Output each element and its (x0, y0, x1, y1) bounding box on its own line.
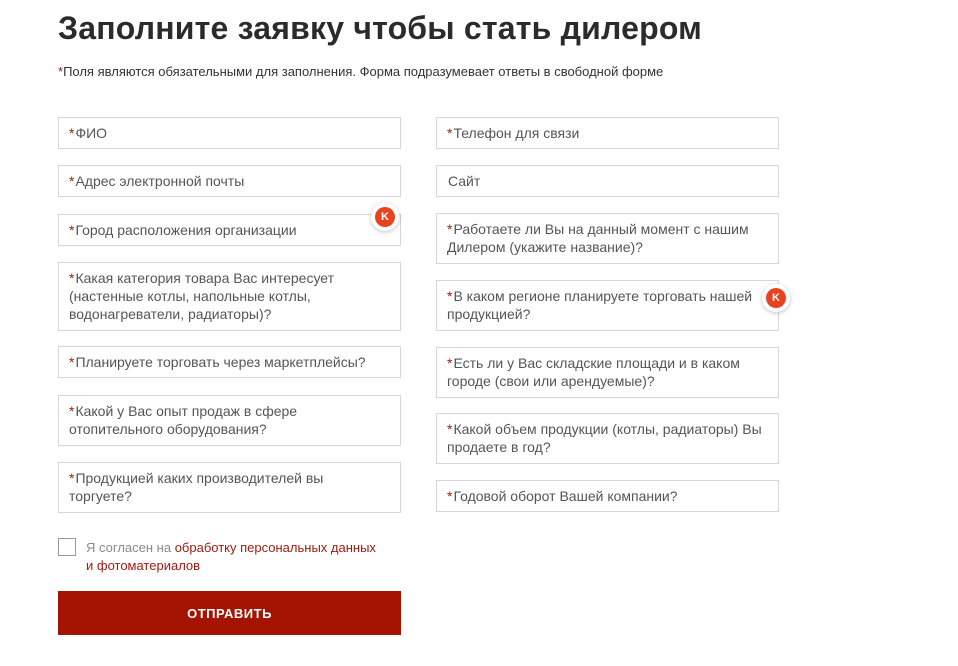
city-field[interactable]: *Город расположения организации (58, 214, 401, 246)
website-field[interactable] (436, 165, 779, 197)
field-placeholder: Планируете торговать через маркетплейсы? (75, 354, 366, 370)
field-placeholder: Есть ли у Вас складские площади и в каком городе (свои или арендуемые)? (447, 355, 740, 389)
field-placeholder: В каком регионе планируете торговать нашей продукцией? (447, 288, 753, 322)
full-name-field[interactable]: *ФИО (58, 117, 401, 149)
autofill-badge-letter: K (766, 288, 786, 308)
field-placeholder: Годовой оборот Вашей компании? (453, 488, 678, 504)
sales-volume-field[interactable]: *Какой объем продукции (котлы, радиаторы) Вы продаете в год? (436, 413, 779, 464)
product-category-field[interactable]: *Какая категория товара Вас интересует (настенные котлы, напольные котлы, водонагреватели, радиаторы)? (58, 262, 401, 331)
email-field[interactable]: *Адрес электронной почты (58, 165, 401, 197)
autofill-badge-letter: K (375, 207, 395, 227)
field-placeholder: Сайт (448, 173, 481, 189)
consent-prefix: Я согласен на (86, 540, 172, 555)
field-placeholder: Продукцией каких производителей вы торгуете? (69, 470, 324, 504)
field-placeholder: Адрес электронной почты (75, 173, 245, 189)
warehouse-field[interactable]: *Есть ли у Вас складские площади и в каком городе (свои или арендуемые)? (436, 347, 779, 398)
form-note-text: Поля являются обязательными для заполнения. Форма подразумевает ответы в свободной форме (63, 64, 664, 79)
manufacturers-field[interactable]: *Продукцией каких производителей вы торгуете? (58, 462, 401, 513)
consent-checkbox[interactable] (58, 538, 76, 556)
field-placeholder: Какой у Вас опыт продаж в сфере отопительного оборудования? (69, 403, 298, 437)
phone-field[interactable]: *Телефон для связи (436, 117, 779, 149)
field-placeholder: Какая категория товара Вас интересует (настенные котлы, напольные котлы, водонагреватели, радиаторы)? (69, 270, 335, 322)
field-placeholder: ФИО (75, 125, 108, 141)
required-asterisk: * (58, 64, 64, 79)
field-placeholder: Город расположения организации (75, 222, 297, 238)
annual-turnover-field[interactable]: *Годовой оборот Вашей компании? (436, 480, 779, 512)
sales-experience-field[interactable]: *Какой у Вас опыт продаж в сфере отопительного оборудования? (58, 395, 401, 446)
autofill-badge-icon[interactable] (371, 203, 399, 231)
region-field[interactable]: *В каком регионе планируете торговать нашей продукцией? (436, 280, 779, 331)
field-placeholder: Работаете ли Вы на данный момент с нашим Дилером (укажите название)? (447, 221, 749, 255)
submit-button[interactable]: ОТПРАВИТЬ (58, 591, 401, 635)
page-title: Заполните заявку чтобы стать дилером (58, 10, 703, 46)
consent-text (86, 539, 386, 575)
autofill-badge-icon[interactable] (762, 284, 790, 312)
form-note (58, 64, 663, 79)
current-dealer-field[interactable]: *Работаете ли Вы на данный момент с нашим Дилером (укажите название)? (436, 213, 779, 264)
field-placeholder: Какой объем продукции (котлы, радиаторы) Вы продаете в год? (447, 421, 762, 455)
privacy-policy-link[interactable]: обработку персональных данных и фотоматериалов (86, 540, 376, 573)
marketplaces-field[interactable]: *Планируете торговать через маркетплейсы? (58, 346, 401, 378)
field-placeholder: Телефон для связи (453, 125, 580, 141)
